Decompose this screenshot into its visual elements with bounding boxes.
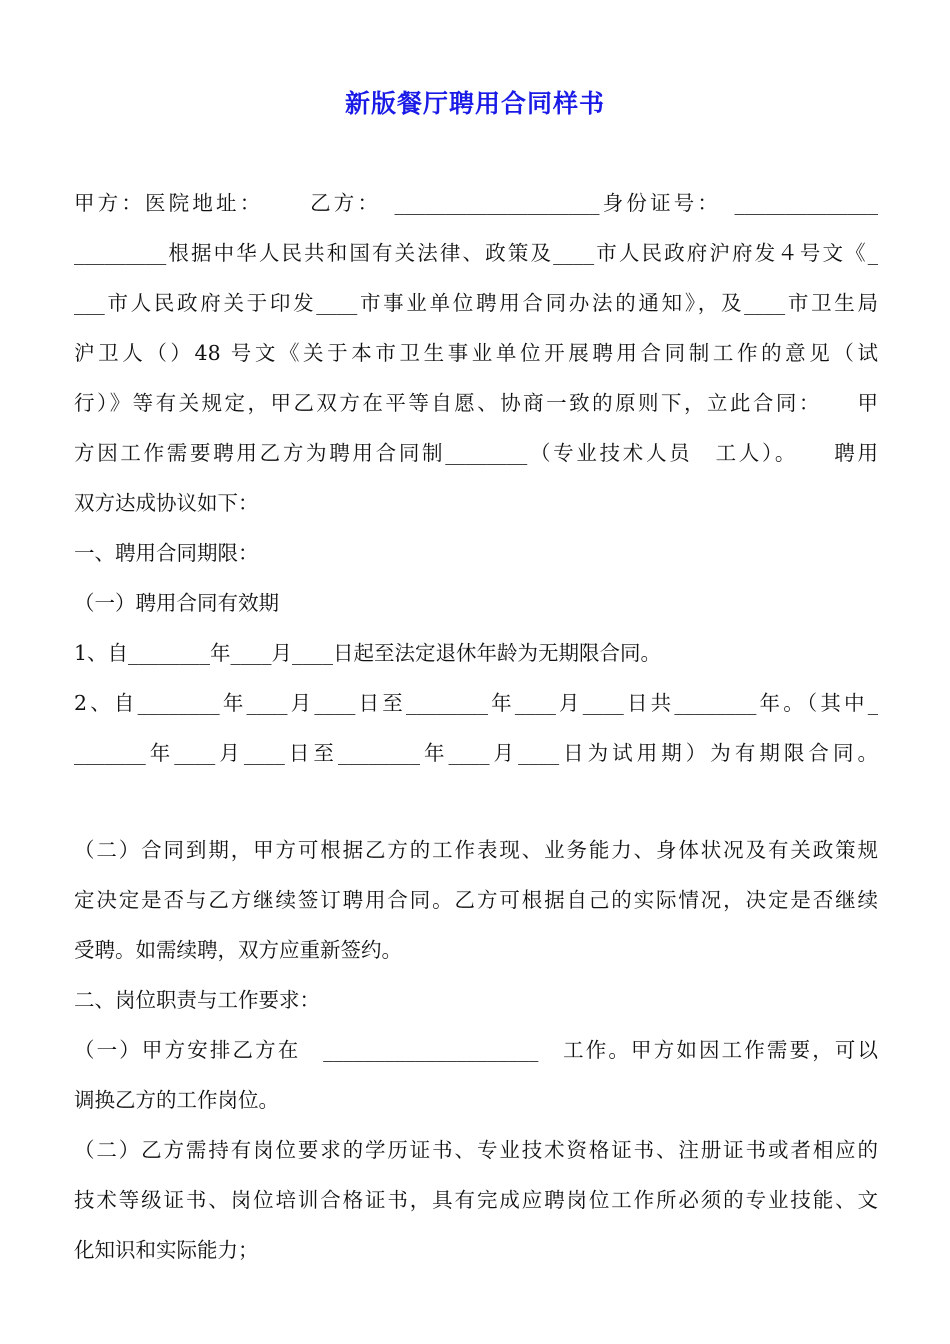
text-line: 化知识和实际能力； xyxy=(74,1238,259,1262)
document-title: 新版餐厅聘用合同样书 xyxy=(344,89,605,118)
text-line: 定决定是否与乙方继续签订聘用合同。乙方可根据自己的实际情况，决定是否继续 xyxy=(74,888,878,912)
section-heading: 二、岗位职责与工作要求： xyxy=(74,988,320,1012)
text-line: （一）甲方安排乙方在 _____________________ 工作。甲方如因工作需要，可以 xyxy=(74,1038,878,1062)
text-line: 调换乙方的工作岗位。 xyxy=(74,1088,279,1112)
text-line: 2、自________年____月____日至________年____月____日共________年。（其中_ xyxy=(74,691,878,715)
section-heading: 一、聘用合同期限： xyxy=(74,541,259,565)
text-line: _________根据中华人民共和国有关法律、政策及____市人民政府沪府发４号文《_ xyxy=(74,241,878,265)
text-line: _______年____月____日至________年____月____日为试用期）为有期限合同。 xyxy=(74,741,878,765)
text-line: 行）》等有关规定，甲乙双方在平等自愿、协商一致的原则下，立此合同： 甲 xyxy=(74,391,878,415)
text-line: （二）乙方需持有岗位要求的学历证书、专业技术资格证书、注册证书或者相应的 xyxy=(74,1138,878,1162)
text-line: 技术等级证书、岗位培训合格证书，具有完成应聘岗位工作所必须的专业技能、文 xyxy=(74,1188,878,1212)
text-line: （二）合同到期，甲方可根据乙方的工作表现、业务能力、身体状况及有关政策规 xyxy=(74,838,878,862)
text-line: 甲方：医院地址： 乙方： ____________________身份证号： ______________ xyxy=(74,191,878,215)
subsection-heading: （一）聘用合同有效期 xyxy=(74,591,279,615)
blank-line xyxy=(74,778,878,825)
text-line: 双方达成协议如下： xyxy=(74,491,259,515)
text-line: 受聘。如需续聘，双方应重新签约。 xyxy=(74,938,402,962)
contract-body xyxy=(74,178,878,1275)
text-line: 方因工作需要聘用乙方为聘用合同制________（专业技术人员 工人）。 聘用 xyxy=(74,441,878,465)
text-line: ___市人民政府关于印发____市事业单位聘用合同办法的通知》，及____市卫生局 xyxy=(74,291,878,315)
text-line: 1、自________年____月____日起至法定退休年龄为无期限合同。 xyxy=(74,641,662,665)
text-line: 沪卫人（）48 号文《关于本市卫生事业单位开展聘用合同制工作的意见（试 xyxy=(74,341,878,365)
